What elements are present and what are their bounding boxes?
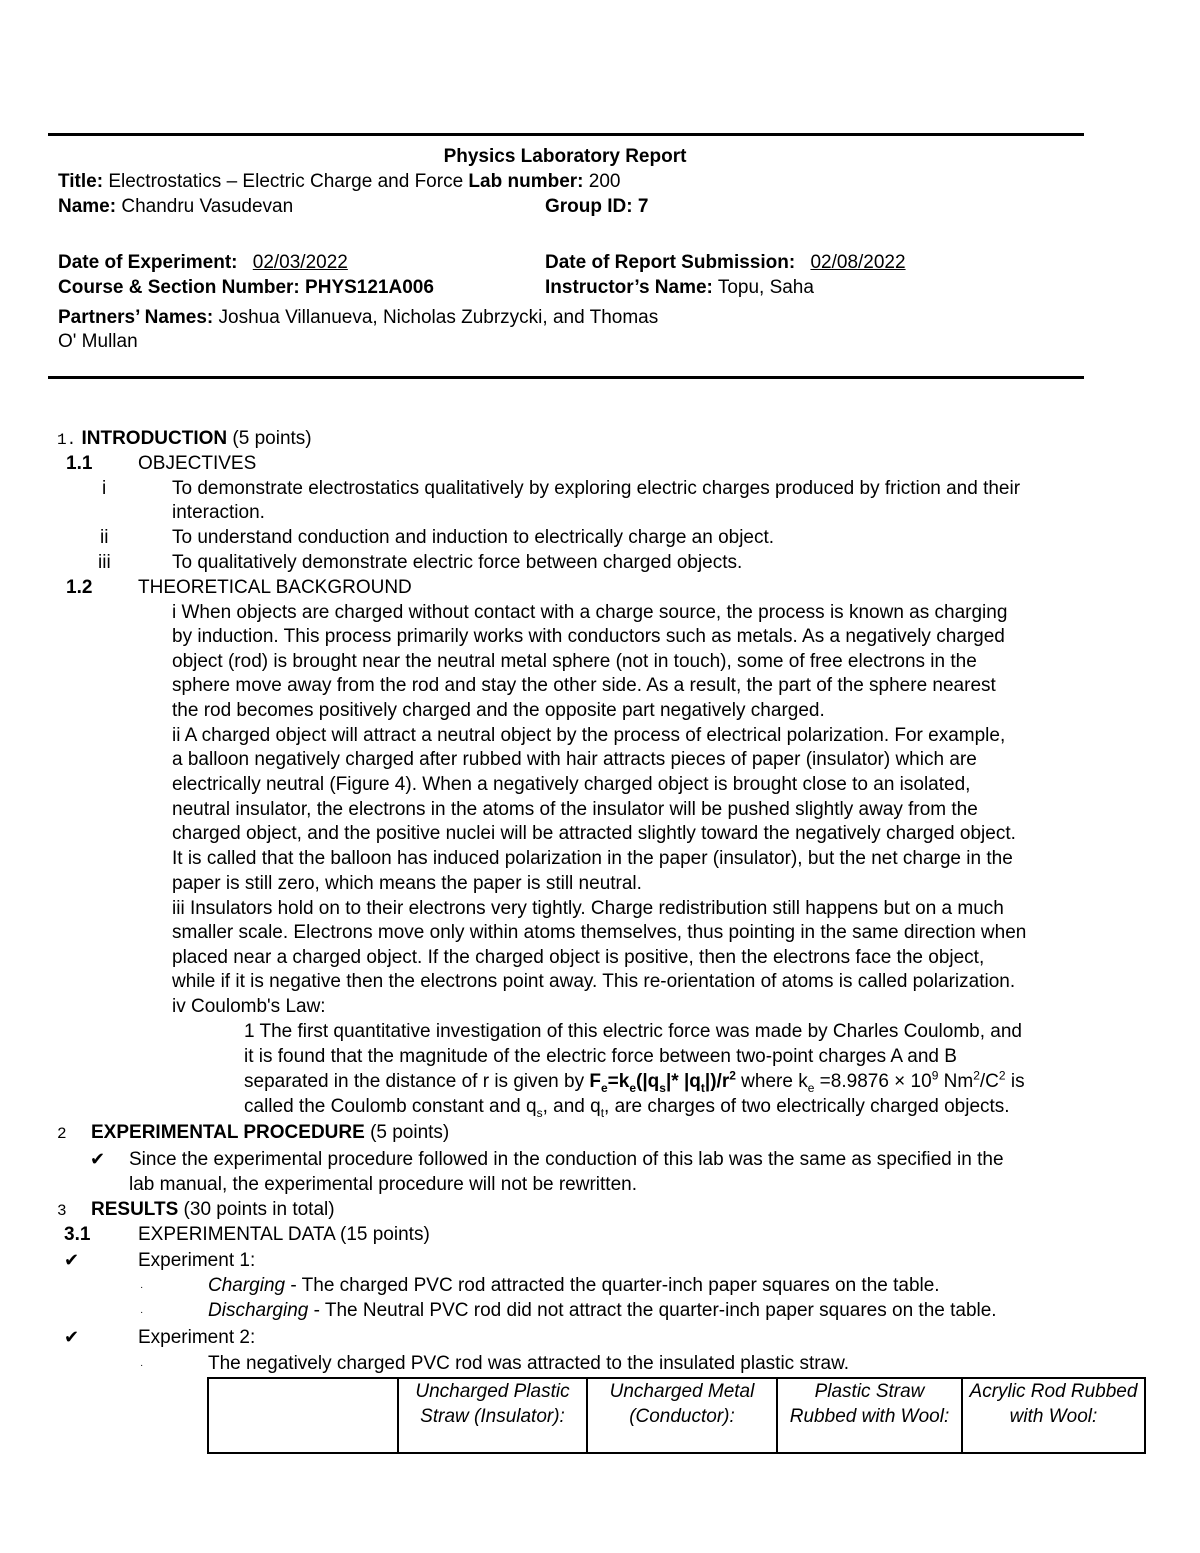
date-experiment-row	[58, 251, 362, 275]
procedure-points: (5 points)	[370, 1122, 450, 1143]
objectives-num: 1.1	[66, 453, 93, 474]
group-row	[545, 195, 648, 219]
intro-heading-text: INTRODUCTION	[81, 428, 228, 449]
procedure-text-cont: lab manual, the experimental procedure will not be rewritten.	[129, 1174, 637, 1195]
results-num: 3	[57, 1202, 67, 1220]
partners-continued: O' Mullan	[58, 331, 138, 352]
coulomb-line: 1 The first quantitative investigation of this electric force was made by Charles Coulomb, and	[244, 1021, 1022, 1042]
name-row	[58, 195, 293, 219]
intro-num: 1.	[57, 431, 77, 449]
theory-line: It is called that the balloon has induced polarization in the paper (insulator), but the net charge in the	[172, 848, 1013, 869]
results-heading	[57, 1198, 335, 1223]
table-header-cell: Plastic Straw Rubbed with Wool:	[777, 1378, 962, 1453]
theory-line: ii A charged object will attract a neutral object by the process of electrical polarization. For example,	[172, 725, 1006, 746]
objective-text: To understand conduction and induction to electrically charge an object.	[172, 527, 775, 548]
table-header-cell	[208, 1378, 398, 1453]
instructor-row	[545, 276, 814, 300]
coulomb-line: it is found that the magnitude of the electric force between two-point charges A and B	[244, 1046, 957, 1067]
experiment-1-charging: Charging - The charged PVC rod attracted the quarter-inch paper squares on the table.	[208, 1275, 940, 1296]
partners-label: Partners’ Names:	[58, 307, 214, 328]
top-divider	[48, 133, 1084, 136]
check-icon: ✔	[64, 1250, 80, 1271]
theory-line: object (rod) is brought near the neutral metal sphere (not in touch), some of free electrons in the	[172, 651, 977, 672]
course-label: Course & Section Number:	[58, 277, 300, 298]
title-row	[58, 170, 620, 194]
experiment-1-discharging: Discharging - The Neutral PVC rod did not attract the quarter-inch paper squares on the table.	[208, 1300, 997, 1321]
table-header-cell: Acrylic Rod Rubbed with Wool:	[962, 1378, 1145, 1453]
bullet-icon: ·	[140, 1282, 144, 1293]
group-value: 7	[637, 196, 649, 217]
partners-value: Joshua Villanueva, Nicholas Zubrzycki, and Thomas	[218, 307, 659, 328]
title-label: Title:	[58, 171, 104, 192]
intro-points: (5 points)	[232, 428, 312, 449]
coulomb-constant-line: called the Coulomb constant and $q_s$, and $q_t$, are charges of two electrically charged objects.	[244, 1096, 1010, 1120]
theory-heading: THEORETICAL BACKGROUND	[138, 577, 412, 598]
date-submission-value: 02/08/2022	[810, 252, 906, 273]
table-header-cell: Uncharged Metal (Conductor):	[587, 1378, 777, 1453]
theory-line: neutral insulator, the electrons in the atoms of the insulator will be pushed slightly away from the	[172, 799, 978, 820]
intro-heading	[57, 427, 312, 452]
data-num: 3.1	[64, 1224, 91, 1245]
date-experiment-value: 02/03/2022	[252, 252, 348, 273]
name-label: Name:	[58, 196, 117, 217]
coulomb-formula: $F_e=k_e(|q_s|*$ $|q_t|)/r^2$	[589, 1068, 736, 1095]
theory-line: i When objects are charged without contact with a charge source, the process is known as charging	[172, 602, 1008, 623]
group-label: Group ID:	[545, 196, 633, 217]
formula-lead-text: separated in the distance of r is given by	[244, 1071, 590, 1092]
check-icon: ✔	[90, 1149, 106, 1170]
objective-num: ii	[100, 527, 109, 548]
course-value: PHYS121A006	[305, 277, 434, 298]
report-title: Physics Laboratory Report	[443, 146, 687, 167]
results-points: (30 points in total)	[183, 1199, 335, 1220]
header-bottom-divider	[48, 376, 1084, 379]
theory-line: smaller scale. Electrons move only within atoms themselves, thus pointing in the same direction when	[172, 922, 1027, 943]
objective-text-cont: interaction.	[172, 502, 265, 523]
theory-line: iii Insulators hold on to their electrons very tightly. Charge redistribution still happens but on a much	[172, 898, 1004, 919]
data-heading: EXPERIMENTAL DATA (15 points)	[138, 1224, 430, 1245]
objective-text: To qualitatively demonstrate electric force between charged objects.	[172, 552, 743, 573]
date-experiment-label: Date of Experiment:	[58, 252, 238, 273]
title-value: Electrostatics – Electric Charge and Force	[108, 171, 464, 192]
theory-num: 1.2	[66, 577, 93, 598]
procedure-text: Since the experimental procedure followed in the conduction of this lab was the same as specified in the	[129, 1149, 1004, 1170]
procedure-heading	[57, 1121, 449, 1146]
theory-line: sphere move away from the rod and stay the other side. As a result, the part of the sphere nearest	[172, 675, 996, 696]
theory-line: iv Coulomb's Law:	[172, 996, 326, 1017]
objective-text: To demonstrate electrostatics qualitatively by exploring electric charges produced by friction and their	[172, 478, 1021, 499]
experiment-2-label: Experiment 2:	[138, 1327, 256, 1348]
course-row	[58, 276, 434, 300]
results-table	[207, 1377, 1146, 1454]
theory-line: paper is still zero, which means the paper is still neutral.	[172, 873, 642, 894]
lab-number-value: 200	[588, 171, 621, 192]
procedure-heading-text: EXPERIMENTAL PROCEDURE	[91, 1122, 365, 1143]
objective-num: i	[102, 478, 107, 499]
theory-line: charged object, and the positive nuclei will be attracted slightly toward the negatively charged object.	[172, 823, 1016, 844]
theory-line: the rod becomes positively charged and the opposite part negatively charged.	[172, 700, 825, 721]
table-header-row	[208, 1378, 1145, 1453]
lab-number-label: Lab number:	[468, 171, 584, 192]
bullet-icon: ·	[140, 1307, 144, 1318]
date-submission-row	[545, 251, 916, 275]
results-heading-text: RESULTS	[91, 1199, 179, 1220]
bullet-icon: ·	[140, 1360, 144, 1371]
check-icon: ✔	[64, 1327, 80, 1348]
objectives-heading: OBJECTIVES	[138, 453, 257, 474]
experiment-2-text: The negatively charged PVC rod was attracted to the insulated plastic straw.	[208, 1353, 850, 1374]
coulomb-formula-line: separated in the distance of r is given by $F_e=k_e(|q_s|*$ $|q_t|)/r^2$ where $k_e =8.9876 \times 10^9$ $Nm^2/C^2$ is	[244, 1068, 1025, 1095]
instructor-value: Topu, Saha	[717, 277, 814, 298]
theory-line: while if it is negative then the electrons point away. This re-orientation of atoms is called polarization.	[172, 971, 1016, 992]
name-value: Chandru Vasudevan	[121, 196, 294, 217]
theory-line: placed near a charged object. If the charged object is positive, then the electrons face the object,	[172, 947, 985, 968]
theory-line: by induction. This process primarily works with conductors such as metals. As a negatively charged	[172, 626, 1005, 647]
instructor-label: Instructor’s Name:	[545, 277, 713, 298]
experiment-1-label: Experiment 1:	[138, 1250, 256, 1271]
table-header-cell: Uncharged Plastic Straw (Insulator):	[398, 1378, 587, 1453]
objective-num: iii	[98, 552, 111, 573]
theory-line: a balloon negatively charged after rubbed with hair attracts pieces of paper (insulator) which are	[172, 749, 977, 770]
procedure-num: 2	[57, 1125, 67, 1143]
date-submission-label: Date of Report Submission:	[545, 252, 796, 273]
partners-row	[58, 306, 658, 330]
theory-line: electrically neutral (Figure 4). When a negatively charged object is brought close to an isolated,	[172, 774, 971, 795]
